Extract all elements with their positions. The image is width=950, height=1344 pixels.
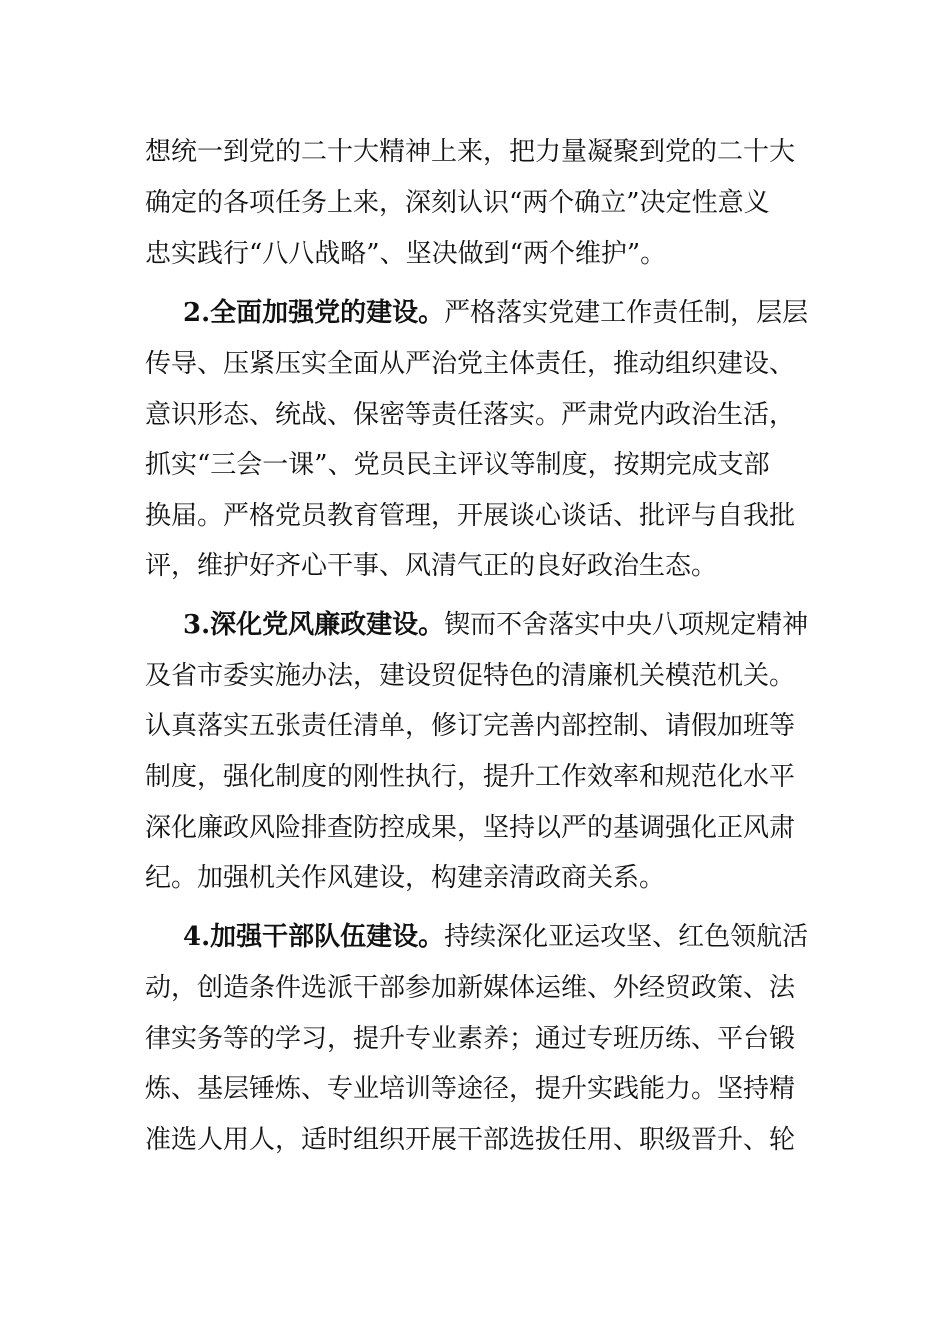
section-line: 准选人用人，适时组织开展干部选拔任用、职级晋升、轮 <box>145 1125 796 1155</box>
section-line: 纪。加强机关作风建设，构建亲清政商关系。 <box>145 863 666 893</box>
section-number: 3. <box>183 610 211 640</box>
section-heading: 加强干部队伍建设。 <box>210 922 445 952</box>
section-heading: 深化党风廉政建设。 <box>210 610 445 640</box>
section-line: 认真落实五张责任清单，修订完善内部控制、请假加班等 <box>145 711 796 741</box>
section-heading: 全面加强党的建设。 <box>210 298 445 328</box>
intro-line: 忠实践行“八八战略”、坚决做到“两个维护”。 <box>145 239 667 269</box>
section-line: 炼、基层锤炼、专业培训等途径，提升实践能力。坚持精 <box>145 1074 796 1104</box>
section-number: 2. <box>183 298 211 328</box>
section-line: 律实务等的学习，提升专业素养；通过专班历练、平台锻 <box>145 1024 796 1054</box>
section-line: 评，维护好齐心干事、风清气正的良好政治生态。 <box>145 551 718 581</box>
intro-line: 想统一到党的二十大精神上来，把力量凝聚到党的二十大 <box>145 137 796 167</box>
section-first-line <box>183 600 853 650</box>
section-line: 传导、压紧压实全面从严治党主体责任，推动组织建设、 <box>145 349 796 379</box>
section-line: 及省市委实施办法，建设贸促特色的清廉机关模范机关。 <box>145 661 796 691</box>
section-line: 抓实“三会一课”、党员民主评议等制度，按期完成支部 <box>145 450 770 480</box>
section-text: 严格落实党建工作责任制，层层 <box>444 298 809 328</box>
section-first-line <box>183 288 853 338</box>
section-line: 动，创造条件选派干部参加新媒体运维、外经贸政策、法 <box>145 973 796 1003</box>
intro-line: 确定的各项任务上来，深刻认识“两个确立”决定性意义 <box>145 188 770 218</box>
section-text: 持续深化亚运攻坚、红色领航活 <box>444 922 809 952</box>
section-text: 锲而不舍落实中央八项规定精神 <box>444 610 809 640</box>
section-line: 意识形态、统战、保密等责任落实。严肃党内政治生活， <box>145 400 796 430</box>
section-line: 制度，强化制度的刚性执行，提升工作效率和规范化水平 <box>145 762 796 792</box>
section-line: 深化廉政风险排查防控成果，坚持以严的基调强化正风肃 <box>145 813 796 843</box>
section-line: 换届。严格党员教育管理，开展谈心谈话、批评与自我批 <box>145 501 796 531</box>
section-first-line <box>183 912 853 962</box>
section-number: 4. <box>183 922 211 952</box>
